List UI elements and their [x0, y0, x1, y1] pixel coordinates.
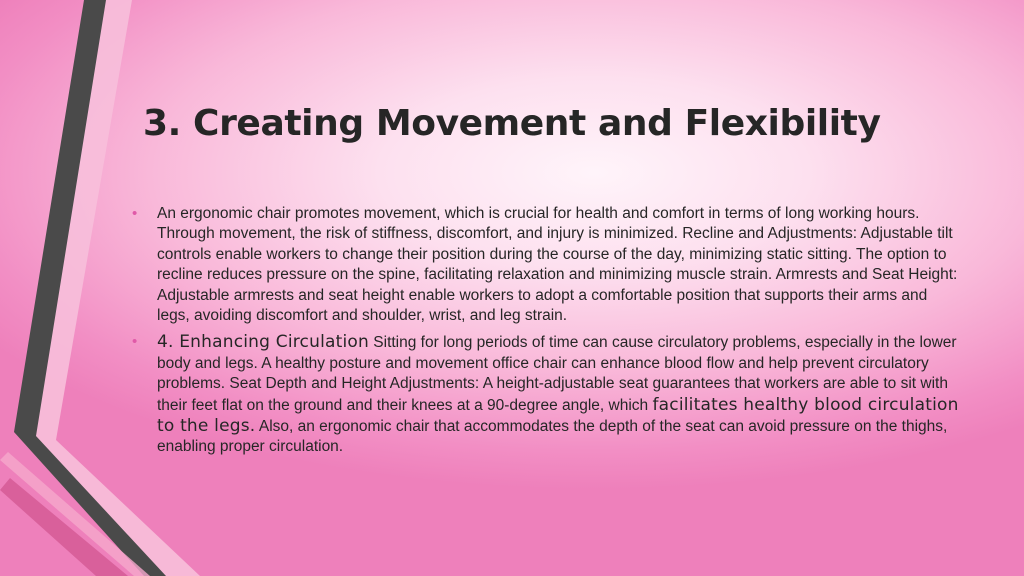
bullet-dot-icon: •: [132, 205, 138, 222]
bullet-item: [132, 332, 962, 457]
bullet-heading: 4. Enhancing Circulation: [157, 332, 369, 353]
bullet-text: Also, an ergonomic chair that accommodates the depth of the seat can avoid pressure on the thighs, enabling proper circulation.: [157, 418, 948, 456]
bullet-text: An ergonomic chair promotes movement, which is crucial for health and comfort in terms of long working hours. Through movement, the risk of stiffness, discomfort, and injury is minimized. Recline and Adjustments: Adjustable tilt controls enable workers to change their position during the course of the day, minimizing static sitting. The option to recline reduces pressure on the spine, facilitating relaxation and minimizing muscle strain. Armrests and Seat Height: Adjustable armrests and seat height enable workers to adopt a comfortable position that supports their arms and legs, avoiding discomfort and shoulder, wrist, and leg strain.: [157, 205, 958, 325]
bullet-dot-icon: •: [132, 333, 138, 351]
bullet-emphasis: facilitates healthy blood circulation to the legs.: [157, 394, 959, 437]
bullet-list: [132, 204, 962, 458]
bullet-text: Sitting for long periods of time can cause circulatory problems, especially in the lower body and legs. A healthy posture and movement office chair can enhance blood flow and help prevent circulatory problems. Seat Depth and Height Adjustments: A height-adjustable seat guarantees that workers are able to sit with their feet flat on the ground and their knees at a 90-degree angle, which: [157, 334, 957, 414]
bullet-item: [132, 204, 962, 326]
slide-title: 3. Creating Movement and Flexibility: [143, 103, 881, 144]
